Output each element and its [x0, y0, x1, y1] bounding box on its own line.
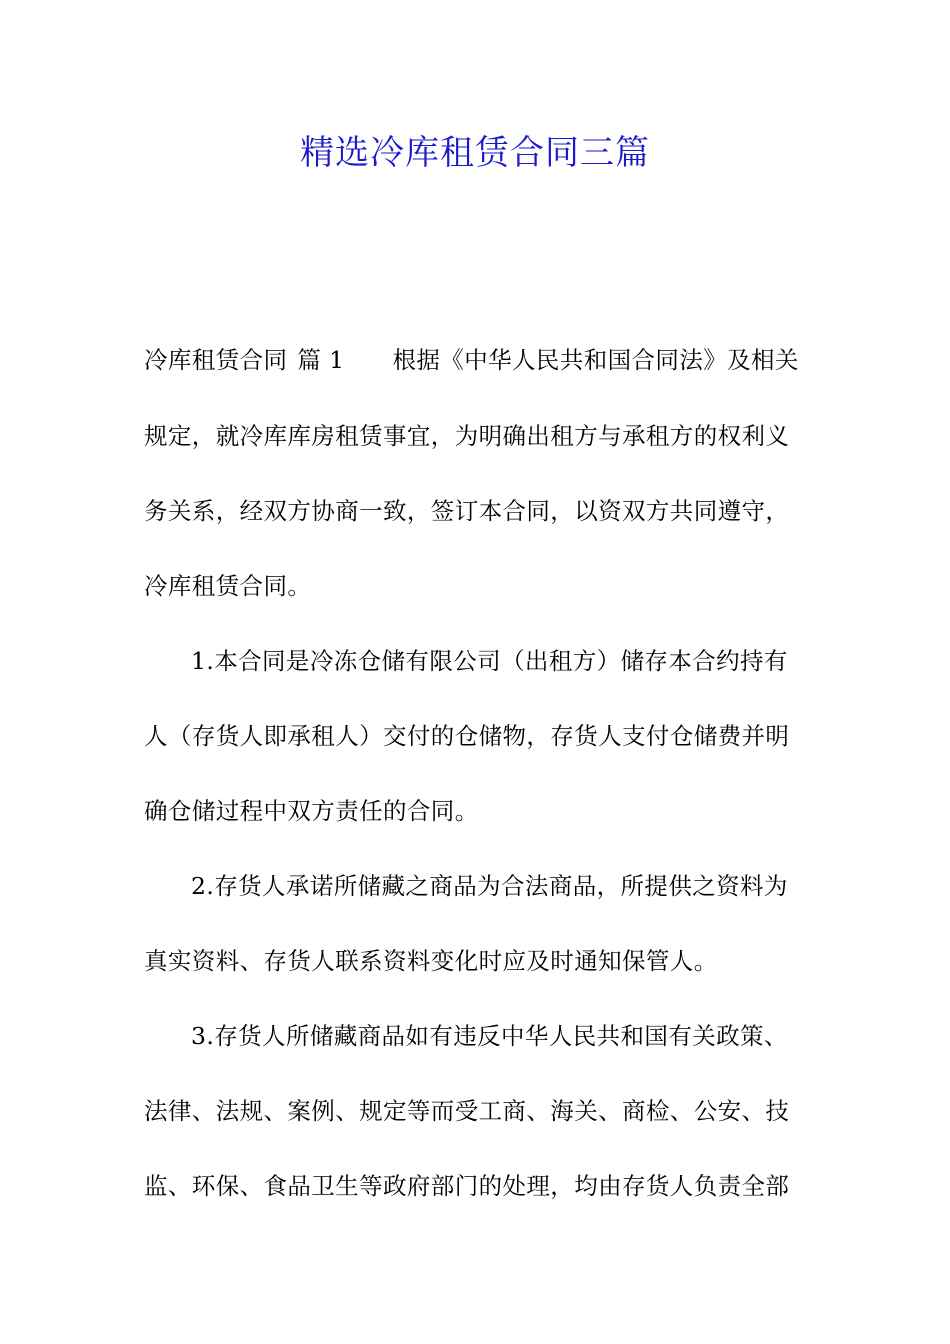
paragraph-line: 规定，就冷库库房租赁事宜，为明确出租方与承租方的权利义	[144, 422, 790, 450]
paragraph-line: 冷库租赁合同。	[144, 572, 312, 600]
document-title: 精选冷库租赁合同三篇	[300, 133, 650, 173]
paragraph-line: 法律、法规、案例、规定等而受工商、海关、商检、公安、技	[144, 1097, 790, 1125]
paragraph-line: 务关系，经双方协商一致，签订本合同，以资双方共同遵守，	[144, 497, 790, 525]
paragraph-line: 确仓储过程中双方责任的合同。	[144, 797, 479, 825]
section-number: 篇 1	[297, 346, 345, 374]
paragraph-line: 监、环保、食品卫生等政府部门的处理，均由存货人负责全部	[144, 1172, 790, 1200]
clause-3-line: 3.存货人所储藏商品如有违反中华人民共和国有关政策、	[191, 1022, 788, 1050]
paragraph-line: 人（存货人即承租人）交付的仓储物，存货人支付仓储费并明	[144, 722, 790, 750]
clause-2-line: 2.存货人承诺所储藏之商品为合法商品，所提供之资料为	[191, 872, 788, 900]
section-heading: 冷库租赁合同	[144, 346, 288, 374]
clause-1-line: 1.本合同是冷冻仓储有限公司（出租方）储存本合约持有	[191, 647, 788, 675]
paragraph-line	[144, 344, 814, 376]
line-text: 根据《中华人民共和国合同法》及相关	[392, 346, 799, 374]
paragraph-line: 真实资料、存货人联系资料变化时应及时通知保管人。	[144, 947, 718, 975]
